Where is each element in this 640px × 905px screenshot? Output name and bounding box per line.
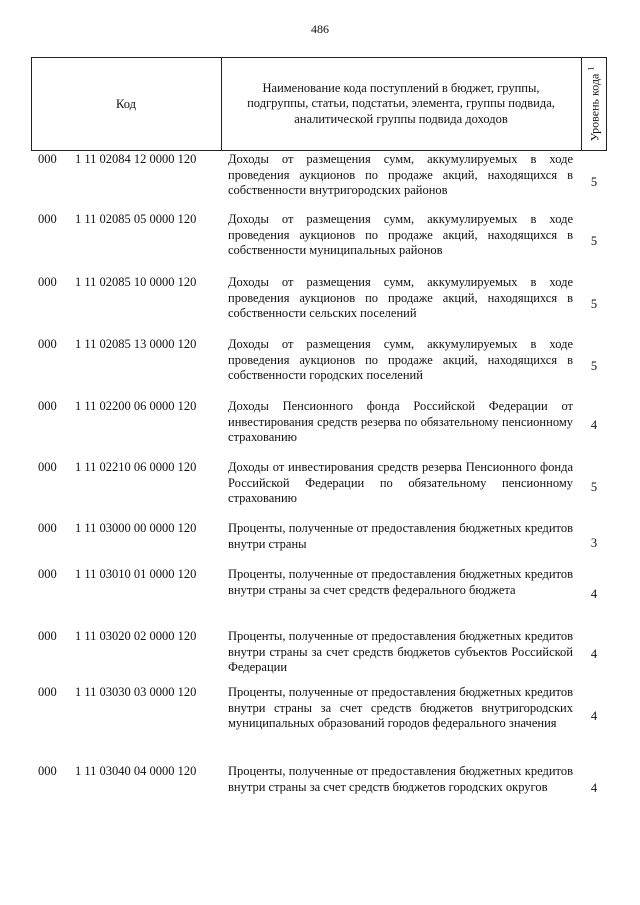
row-name: Доходы от размещения сумм, аккумулируемых в ходе проведения аукционов по продаже акций, находящихся в собственности городских поселений	[228, 337, 573, 382]
row-name: Проценты, полученные от предоставления бюджетных кредитов внутри страны за счет средств бюджетов городских округов	[228, 764, 573, 794]
row-code: 1 11 03040 04 0000 120	[75, 764, 197, 778]
table-row	[0, 337, 640, 399]
row-code: 1 11 02085 10 0000 120	[75, 275, 197, 289]
row-code: 1 11 03010 01 0000 120	[75, 567, 197, 581]
row-level: 5	[590, 359, 598, 373]
row-prefix: 000	[38, 764, 57, 778]
row-level: 4	[590, 418, 598, 432]
row-level: 4	[590, 781, 598, 795]
row-prefix: 000	[38, 399, 57, 413]
table-row	[0, 460, 640, 521]
header-border-right	[606, 58, 607, 150]
row-name: Проценты, полученные от предоставления бюджетных кредитов внутри страны за счет средств бюджетов внутригородских муниципальных образований городов федерального значения	[228, 685, 573, 730]
row-level: 4	[590, 587, 598, 601]
row-prefix: 000	[38, 460, 57, 474]
row-name: Проценты, полученные от предоставления бюджетных кредитов внутри страны	[228, 521, 573, 551]
row-name: Доходы от инвестирования средств резерва Пенсионного фонда Российской Федерации по обязательному пенсионному страхованию	[228, 460, 573, 505]
row-prefix: 000	[38, 521, 57, 535]
row-prefix: 000	[38, 685, 57, 699]
table-row	[0, 764, 640, 824]
row-code: 1 11 02084 12 0000 120	[75, 152, 197, 166]
row-level: 3	[590, 536, 598, 550]
header-code: Код	[116, 96, 136, 111]
row-prefix: 000	[38, 629, 57, 643]
row-prefix: 000	[38, 337, 57, 351]
table-row	[0, 399, 640, 460]
row-level: 4	[590, 647, 598, 661]
row-level: 5	[590, 297, 598, 311]
table-row	[0, 685, 640, 764]
row-code: 1 11 02085 13 0000 120	[75, 337, 197, 351]
row-name: Проценты, полученные от предоставления бюджетных кредитов внутри страны за счет средств бюджетов субъектов Российской Федерации	[228, 629, 573, 674]
row-code: 1 11 03000 00 0000 120	[75, 521, 197, 535]
table-row	[0, 567, 640, 629]
row-name: Доходы от размещения сумм, аккумулируемых в ходе проведения аукционов по продаже акций, находящихся в собственности сельских поселений	[228, 275, 573, 320]
table-row	[0, 212, 640, 275]
table-row	[0, 275, 640, 337]
row-level: 5	[590, 234, 598, 248]
row-name: Доходы от размещения сумм, аккумулируемых в ходе проведения аукционов по продаже акций, находящихся в собственности внутригородских районов	[228, 152, 573, 197]
row-prefix: 000	[38, 212, 57, 226]
header-level	[581, 58, 607, 150]
table-body	[0, 152, 640, 824]
header-level-text	[586, 67, 602, 142]
row-code: 1 11 02200 06 0000 120	[75, 399, 197, 413]
row-name: Доходы от размещения сумм, аккумулируемых в ходе проведения аукционов по продаже акций, находящихся в собственности муниципальных районов	[228, 212, 573, 257]
row-level: 5	[590, 480, 598, 494]
row-level: 4	[590, 709, 598, 723]
row-prefix: 000	[38, 152, 57, 166]
table-row	[0, 152, 640, 212]
row-code: 1 11 02085 05 0000 120	[75, 212, 197, 226]
table-row	[0, 629, 640, 685]
row-code: 1 11 03030 03 0000 120	[75, 685, 197, 699]
row-prefix: 000	[38, 567, 57, 581]
header-name	[221, 58, 581, 150]
page-number: 486	[311, 22, 329, 36]
table-header	[31, 57, 607, 151]
row-level: 5	[590, 175, 598, 189]
row-name: Доходы Пенсионного фонда Российской Федерации от инвестирования средств резерва по обязательному пенсионному страхованию	[228, 399, 573, 444]
row-code: 1 11 02210 06 0000 120	[75, 460, 197, 474]
header-level-footnote: 1	[586, 66, 596, 71]
table-row	[0, 521, 640, 567]
header-level-label: Уровень кода	[587, 73, 602, 142]
row-code: 1 11 03020 02 0000 120	[75, 629, 197, 643]
row-prefix: 000	[38, 275, 57, 289]
header-name-text: Наименование кода поступлений в бюджет, группы, подгруппы, статьи, подстатьи, элемента, группы подвида, аналитической группы подвида доходов	[247, 80, 555, 126]
row-name: Проценты, полученные от предоставления бюджетных кредитов внутри страны за счет средств федерального бюджета	[228, 567, 573, 597]
